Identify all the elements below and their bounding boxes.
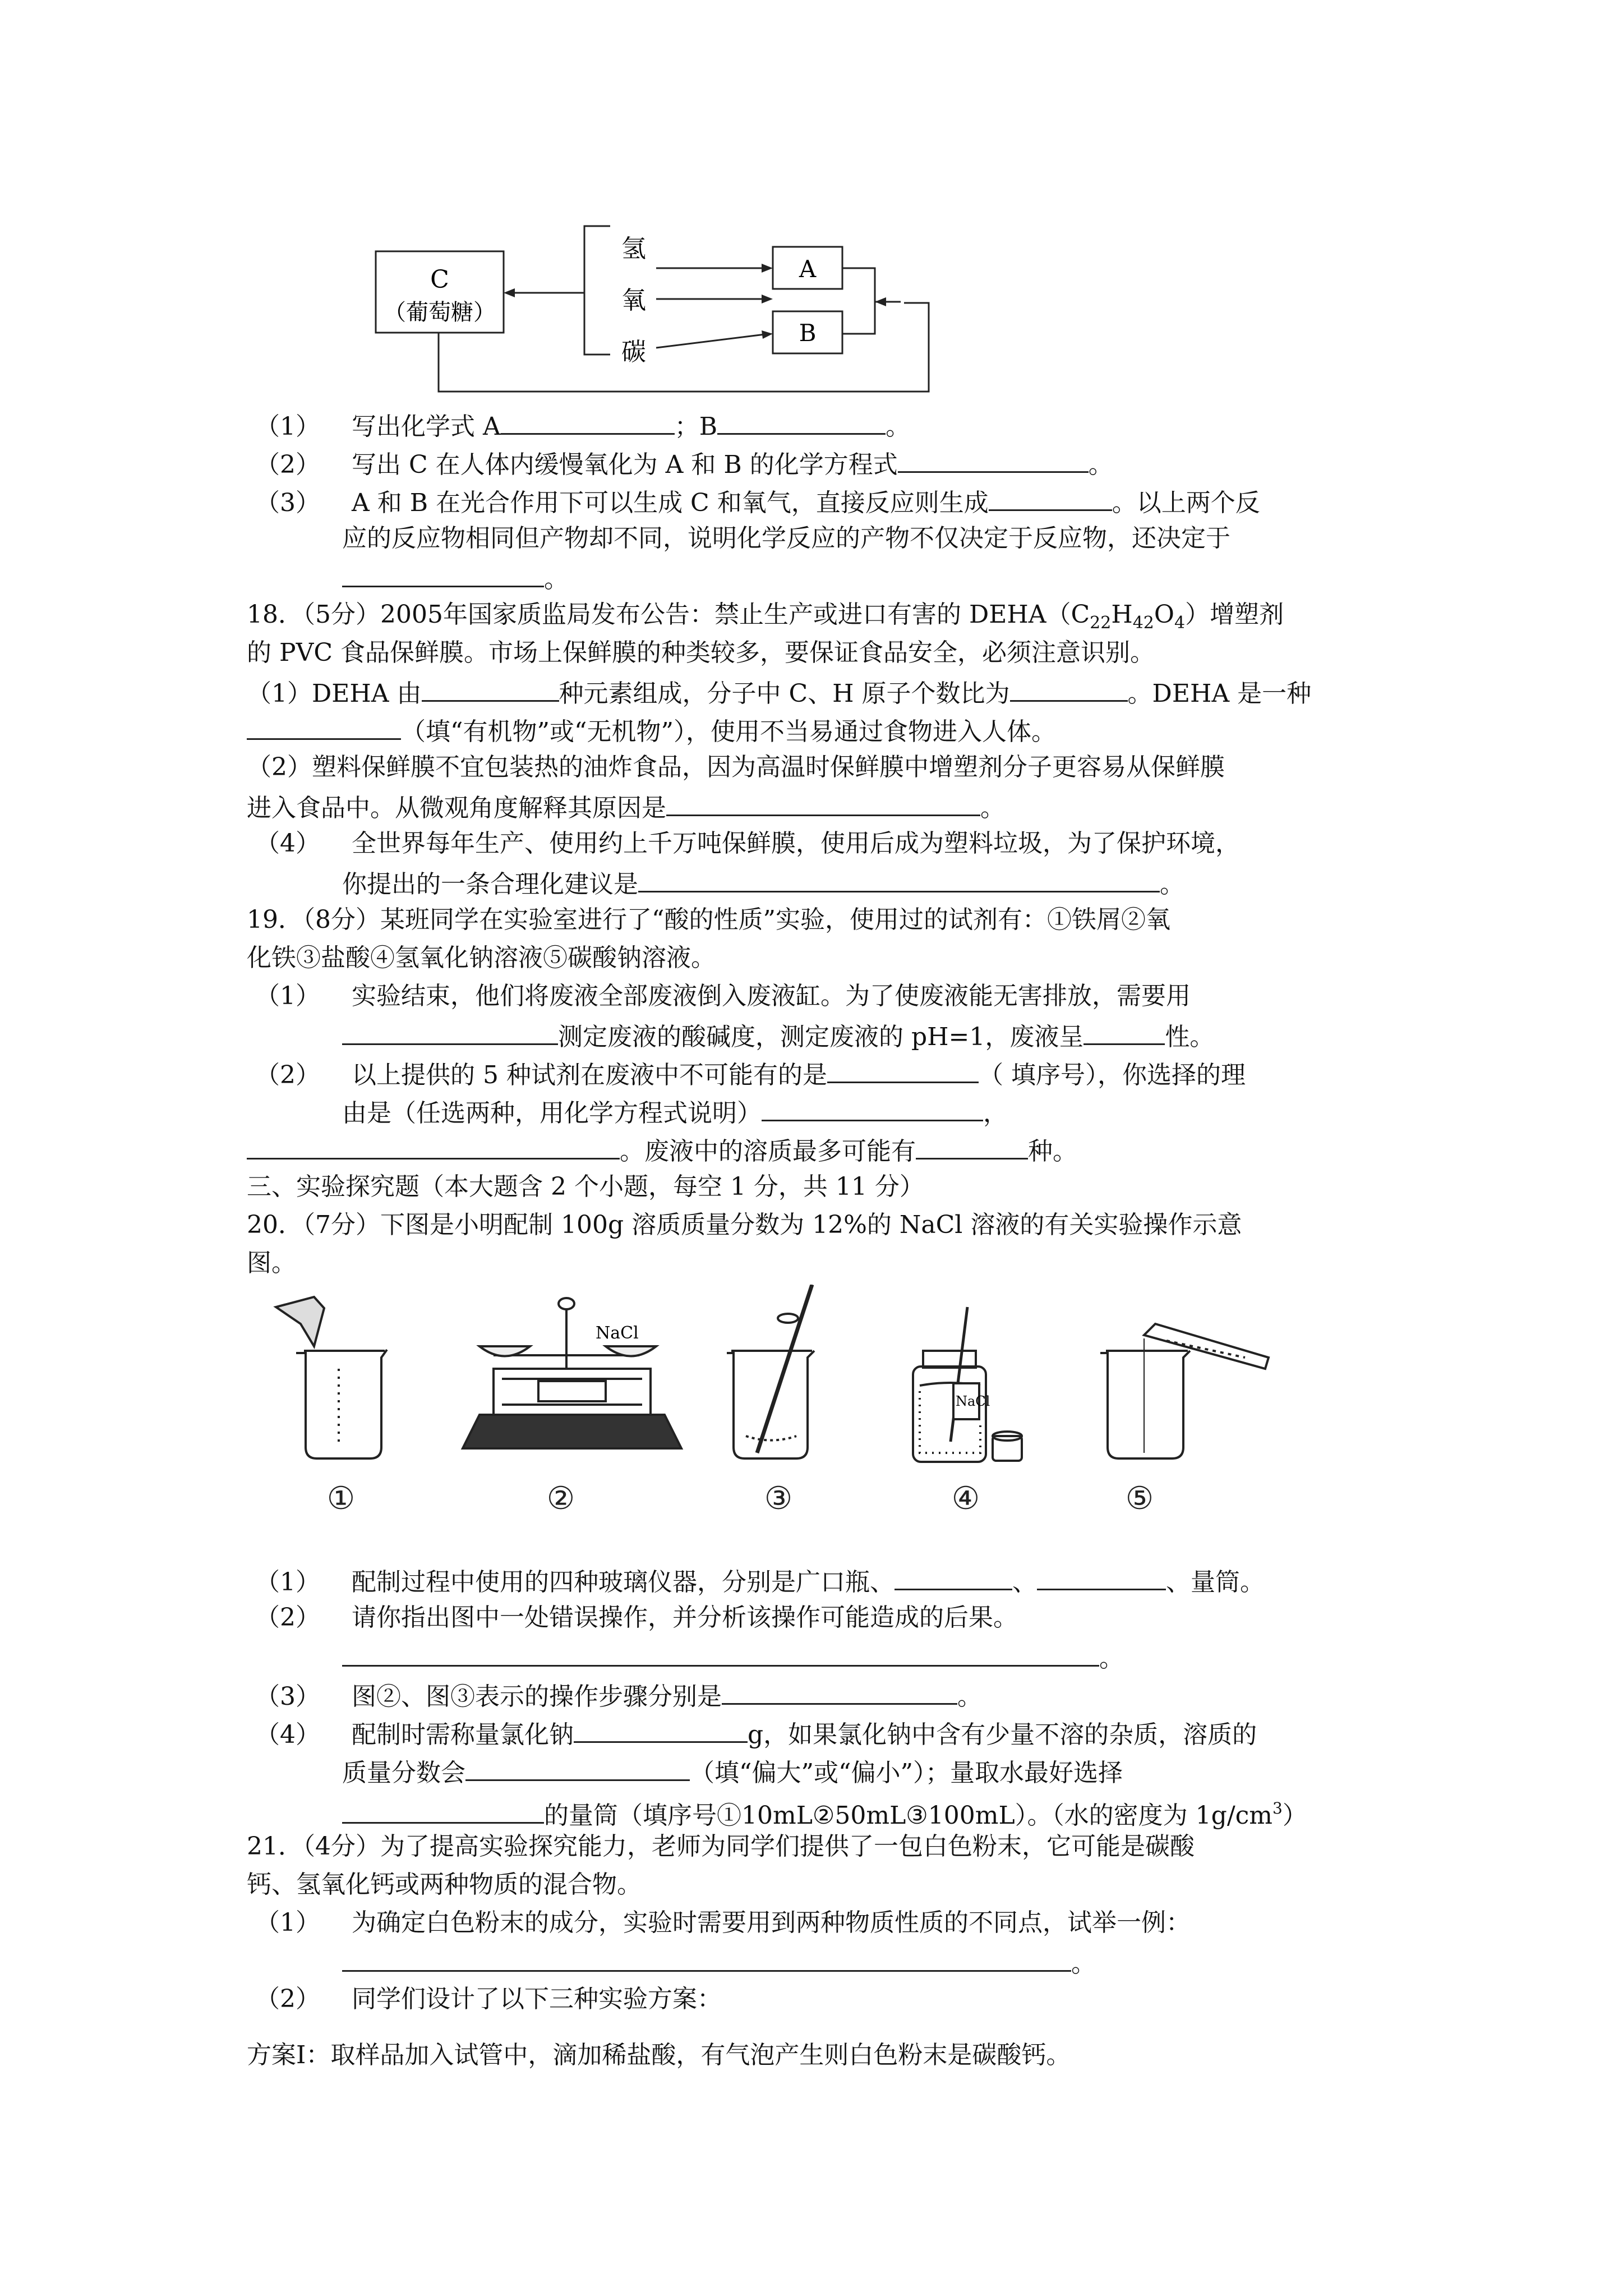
- q18-intro-line2: 的 PVC 食品保鲜膜。市场上保鲜膜的种类较多，要保证食品安全，必须注意识别。: [247, 638, 1155, 667]
- fig-label-4: ④: [951, 1480, 980, 1517]
- q19-part1: （1） 实验结束，他们将废液全部废液倒入废液缸。为了使废液能无害排放，需要用: [255, 982, 1191, 1010]
- q17-part3: （3） A 和 B 在光合作用下可以生成 C 和氧气，直接反应则生成 。以上两个反: [255, 484, 1260, 520]
- q18-part1: （1）DEHA 由 种元素组成，分子中 C、H 原子个数比为 。DEHA 是一种: [247, 674, 1311, 711]
- q18-part4: （4） 全世界每年生产、使用约上千万吨保鲜膜，使用后成为塑料垃圾，为了保护环境，: [255, 829, 1240, 858]
- q20-part2: （2） 请你指出图中一处错误操作，并分析该操作可能造成的后果。: [255, 1603, 1018, 1632]
- q20-part1: （1） 配制过程中使用的四种玻璃仪器，分别是广口瓶、 、 、量筒。: [255, 1563, 1265, 1599]
- q21-plan1: 方案Ⅰ：取样品加入试管中，滴加稀盐酸，有气泡产生则白色粉末是碳酸钙。: [247, 2041, 1071, 2069]
- fig-label-5: ⑤: [1125, 1480, 1154, 1517]
- q17-part1: （1） 写出化学式 A ；B 。: [255, 407, 910, 444]
- fig-label-1: ①: [326, 1480, 356, 1517]
- q21-part1: （1） 为确定白色粉末的成分，实验时需要用到两种物质性质的不同点，试举一例：: [255, 1908, 1191, 1937]
- box-b-label: B: [799, 319, 817, 347]
- q20-part3: （3） 图②、图③表示的操作步骤分别是 。: [255, 1677, 982, 1714]
- q21-intro-line2: 钙、氢氧化钙或两种物质的混合物。: [247, 1870, 642, 1899]
- box-a-label: A: [799, 255, 817, 283]
- nacl-label-scale: NaCl: [596, 1323, 639, 1343]
- q20-part4-line2: 质量分数会 （填“偏大”或“偏小”）；量取水最好选择: [342, 1754, 1123, 1790]
- wide-mouth-bottle-icon: [913, 1307, 1022, 1462]
- q20-intro-line2: 图。: [247, 1249, 296, 1277]
- element-o: 氧: [621, 286, 646, 315]
- q19-part1-line2: 测定废液的酸碱度，测定废液的 pH=1，废液呈 性。: [342, 1018, 1214, 1054]
- q20-figure: [0, 1285, 1623, 1531]
- beaker-with-cylinder-icon: [1100, 1324, 1269, 1458]
- glucose-cycle-diagram: [0, 0, 1623, 404]
- q17-part3-line3: 。: [342, 560, 569, 596]
- q19-part2-line3: 。废液中的溶质最多可能有 种。: [247, 1132, 1077, 1168]
- fig-label-2: ②: [546, 1480, 575, 1517]
- element-h: 氢: [621, 234, 646, 263]
- beaker-with-stirring-rod-icon: [727, 1285, 814, 1458]
- q17-part3-line2: 应的反应物相同但产物却不同，说明化学反应的产物不仅决定于反应物，还决定于: [342, 524, 1230, 553]
- beaker-with-paper-icon: [276, 1297, 387, 1458]
- fig-label-3: ③: [764, 1480, 793, 1517]
- nacl-label-bottle: NaCl: [956, 1393, 990, 1409]
- c-label: C: [430, 265, 449, 294]
- q20-part4-line3: 的量筒（填序号①10mL②50mL③100mL）。（水的密度为 $1g/cm^3$）: [342, 1792, 1307, 1833]
- q18-intro-line1: 18．（5分）2005年国家质监局发布公告：禁止生产或进口有害的 $DEHA(C_{22}H_{42}O_4)$增塑剂: [247, 600, 1284, 633]
- q21-part1-line2: 。: [342, 1944, 1096, 1981]
- section-3-heading: 三、实验探究题（本大题含 2 个小题，每空 1 分，共 11 分）: [247, 1172, 924, 1201]
- q20-part4: （4） 配制时需称量氯化钠 g，如果氯化钠中含有少量不溶的杂质，溶质的: [255, 1715, 1257, 1752]
- q18-part2: （2）塑料保鲜膜不宜包装热的油炸食品，因为高温时保鲜膜中增塑剂分子更容易从保鲜膜: [247, 753, 1225, 781]
- balance-scale-icon: [463, 1298, 681, 1448]
- element-c: 碳: [621, 338, 646, 366]
- q18-part2-line2: 进入食品中。从微观角度解释其原因是 。: [247, 789, 1005, 825]
- q21-intro-line1: 21．（4分）为了提高实验探究能力，老师为同学们提供了一包白色粉末，它可能是碳酸: [247, 1832, 1195, 1861]
- q19-part2: （2） 以上提供的 5 种试剂在废液中不可能有的是 （ 填序号），你选择的理: [255, 1056, 1246, 1092]
- q19-intro-line1: 19．（8分）某班同学在实验室进行了“酸的性质”实验，使用过的试剂有：①铁屑②氧: [247, 905, 1170, 934]
- q20-intro-line1: 20．（7分）下图是小明配制 100g 溶质质量分数为 12%的 NaCl 溶液的有关实验操作示意: [247, 1211, 1242, 1239]
- q18-part4-line2: 你提出的一条合理化建议是 。: [342, 865, 1184, 901]
- q19-part2-line2: 由是（任选两种，用化学方程式说明） ，: [342, 1094, 1008, 1130]
- q21-part2: （2） 同学们设计了以下三种实验方案：: [255, 1985, 722, 2013]
- q17-part2: （2） 写出 C 在人体内缓慢氧化为 A 和 B 的化学方程式 。: [255, 445, 1113, 482]
- q18-part1-line2: （填“有机物”或“无机物”），使用不当易通过食物进入人体。: [247, 712, 1056, 749]
- q19-intro-line2: 化铁③盐酸④氢氧化钠溶液⑤碳酸钠溶液。: [247, 944, 716, 972]
- q20-part2-line2: 。: [342, 1639, 1124, 1676]
- c-subtitle: （葡萄糖）: [384, 300, 496, 325]
